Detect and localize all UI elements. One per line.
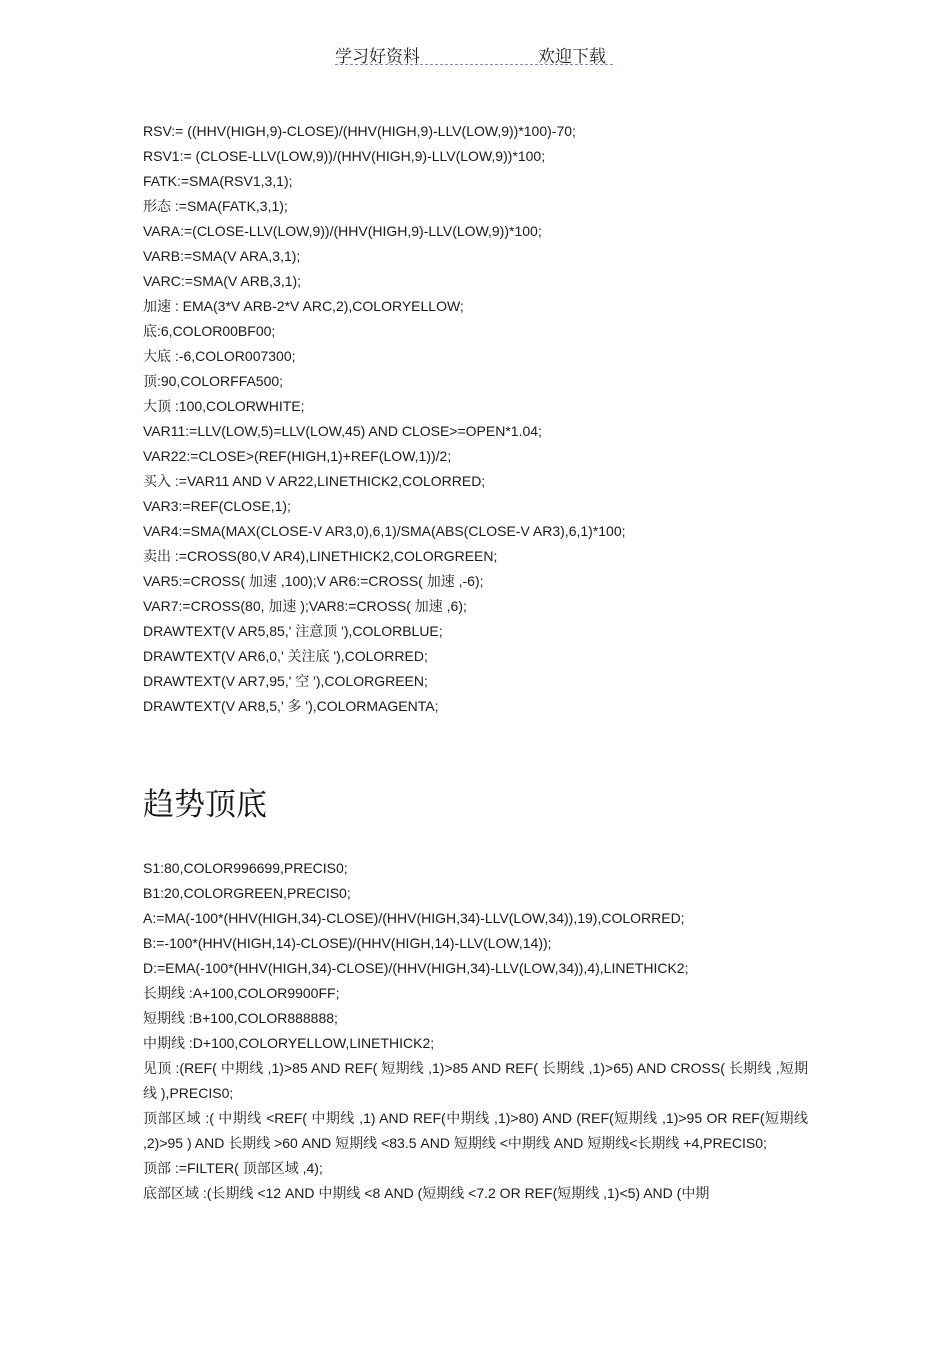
code-line: RSV1:= (CLOSE-LLV(LOW,9))/(HHV(HIGH,9)-LLV(LOW,9))*100; [143,148,546,164]
code-line: DRAWTEXT(V AR5,85,' 注意顶 '),COLORBLUE; [143,623,443,639]
code-line: 买入 :=VAR11 AND V AR22,LINETHICK2,COLORRED; [143,473,486,489]
code-line: 顶:90,COLORFFA500; [143,373,284,389]
code-line: 见顶 :(REF( 中期线 ,1)>85 AND REF( 短期线 ,1)>85 AND REF( 长期线 ,1)>65) AND CROSS( 长期线 ,短期线 ),PRECIS0; [143,1060,808,1101]
code-line: 卖出 :=CROSS(80,V AR4),LINETHICK2,COLORGREEN; [143,548,498,564]
code-block-1 [143,119,808,719]
code-line: VAR3:=REF(CLOSE,1); [143,498,291,514]
code-line: 底:6,COLOR00BF00; [143,323,276,339]
code-line: VARB:=SMA(V ARA,3,1); [143,248,301,264]
code-line: VAR5:=CROSS( 加速 ,100);V AR6:=CROSS( 加速 ,-6); [143,573,484,589]
code-line: RSV:= ((HHV(HIGH,9)-CLOSE)/(HHV(HIGH,9)-LLV(LOW,9))*100)-70; [143,123,576,139]
header-left-text: 学习好资料 [335,47,420,67]
section-title: 趋势顶底 [143,787,267,823]
code-line: 大顶 :100,COLORWHITE; [143,398,305,414]
code-line: DRAWTEXT(V AR7,95,' 空 '),COLORGREEN; [143,673,428,689]
code-line: VARA:=(CLOSE-LLV(LOW,9))/(HHV(HIGH,9)-LLV(LOW,9))*100; [143,223,542,239]
code-line: 中期线 :D+100,COLORYELLOW,LINETHICK2; [143,1035,435,1051]
code-line: 大底 :-6,COLOR007300; [143,348,296,364]
code-line: 顶部 :=FILTER( 顶部区域 ,4); [143,1160,323,1176]
code-line: DRAWTEXT(V AR6,0,' 关注底 '),COLORRED; [143,648,428,664]
code-line: VARC:=SMA(V ARB,3,1); [143,273,302,289]
code-line: D:=EMA(-100*(HHV(HIGH,34)-CLOSE)/(HHV(HIGH,34)-LLV(LOW,34)),4),LINETHICK2; [143,960,689,976]
code-line: VAR4:=SMA(MAX(CLOSE-V AR3,0),6,1)/SMA(ABS(CLOSE-V AR3),6,1)*100; [143,523,626,539]
code-line: S1:80,COLOR996699,PRECIS0; [143,860,348,876]
code-line: VAR22:=CLOSE>(REF(HIGH,1)+REF(LOW,1))/2; [143,448,452,464]
code-line: 底部区域 :(长期线 <12 AND 中期线 <8 AND (短期线 <7.2 OR REF(短期线 ,1)<5) AND (中期 [143,1185,710,1201]
code-line: B1:20,COLORGREEN,PRECIS0; [143,885,351,901]
header-right-text: 欢迎下载 [538,47,606,67]
code-line: VAR7:=CROSS(80, 加速 );VAR8:=CROSS( 加速 ,6); [143,598,467,614]
code-line: 短期线 :B+100,COLOR888888; [143,1010,338,1026]
code-line: 顶部区域 :( 中期线 <REF( 中期线 ,1) AND REF(中期线 ,1)>80) AND (REF(短期线 ,1)>95 OR REF(短期线 ,2)>95 ) AND 长期线 >60 AND 短期线 <83.5 AND 短期线 <中期线 AND 短期线<长期线 +4,PRECIS0; [143,1110,808,1151]
code-line: 形态 :=SMA(FATK,3,1); [143,198,288,214]
code-line: A:=MA(-100*(HHV(HIGH,34)-CLOSE)/(HHV(HIGH,34)-LLV(LOW,34)),19),COLORRED; [143,910,685,926]
code-line: B:=-100*(HHV(HIGH,14)-CLOSE)/(HHV(HIGH,14)-LLV(LOW,14)); [143,935,552,951]
code-line: FATK:=SMA(RSV1,3,1); [143,173,293,189]
page-header [335,42,613,65]
code-line: DRAWTEXT(V AR8,5,' 多 '),COLORMAGENTA; [143,698,439,714]
code-line: 加速 : EMA(3*V ARB-2*V ARC,2),COLORYELLOW; [143,298,464,314]
code-line: VAR11:=LLV(LOW,5)=LLV(LOW,45) AND CLOSE>=OPEN*1.04; [143,423,542,439]
code-block-2 [143,856,808,1206]
code-line: 长期线 :A+100,COLOR9900FF; [143,985,340,1001]
